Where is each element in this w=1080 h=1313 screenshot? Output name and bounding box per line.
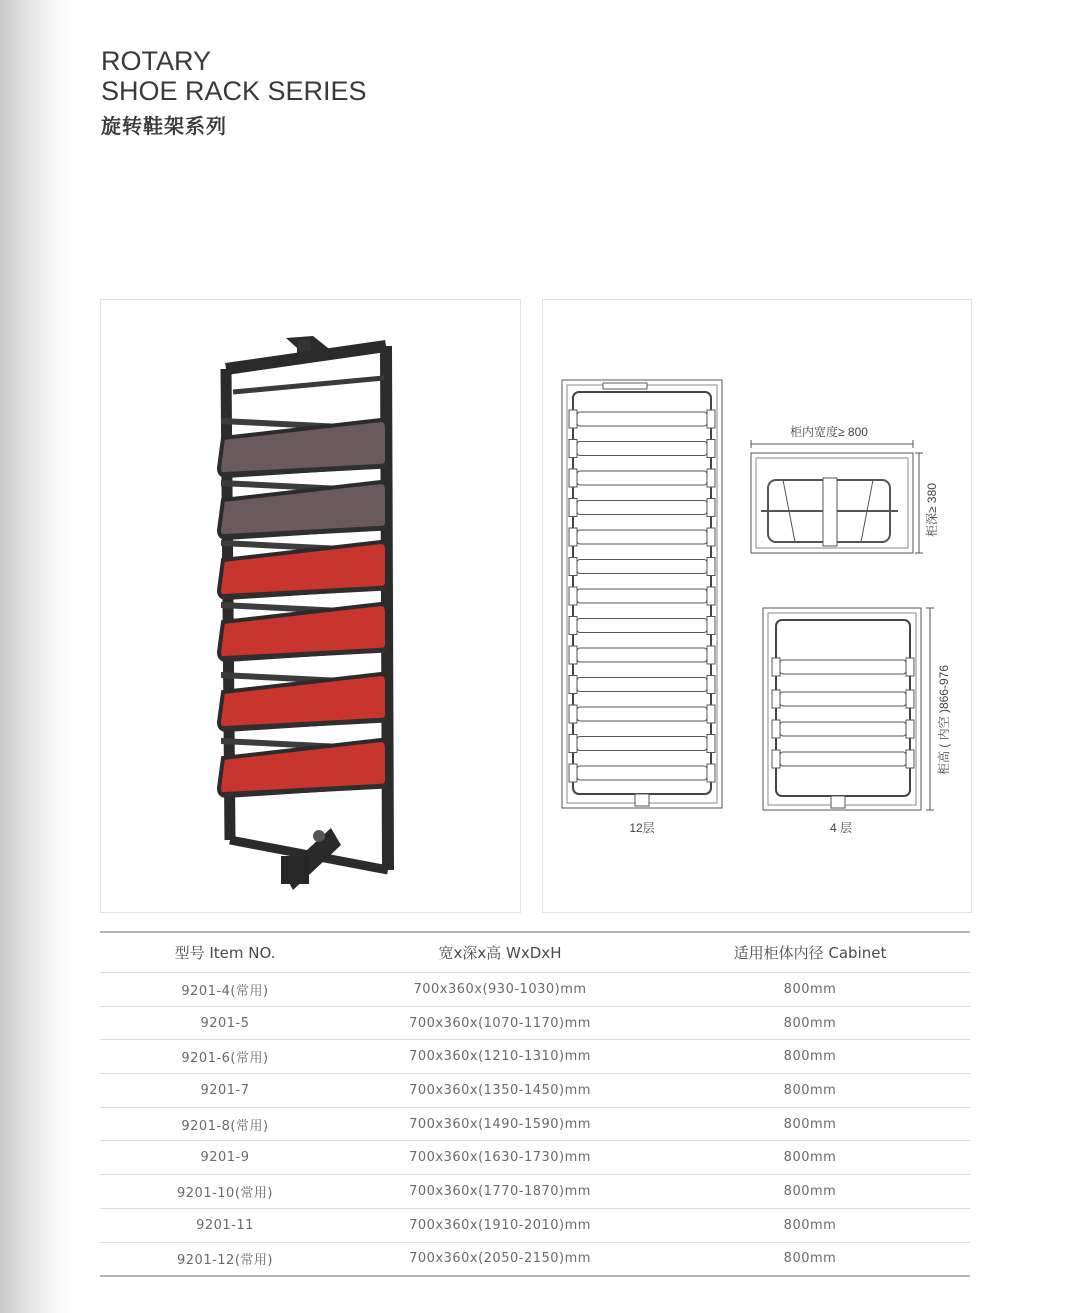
- shelf: [577, 471, 707, 485]
- rotary-shoe-rack-illustration: [101, 300, 520, 912]
- table-row: [100, 1175, 970, 1209]
- cell-cabinet: 800mm: [650, 1208, 970, 1242]
- shoe-tray: [219, 480, 387, 539]
- cell-item-no: 9201-12(常用): [177, 1253, 273, 1269]
- page-title-line-1: ROTARY: [101, 46, 212, 76]
- shelf: [577, 648, 707, 662]
- shelf: [577, 589, 707, 603]
- cell-item-no: 9201-6(常用): [100, 1040, 350, 1074]
- table-row: [100, 1107, 970, 1141]
- shelf: [577, 619, 707, 633]
- table-row: [100, 973, 970, 1007]
- table-row: [100, 1208, 970, 1242]
- cell-cabinet: 800mm: [650, 1040, 970, 1074]
- header-dimensions: 宽x深x高 WxDxH: [350, 932, 650, 973]
- shelf: [577, 707, 707, 721]
- page-title-chinese: 旋转鞋架系列: [101, 114, 227, 138]
- cell-cabinet: 800mm: [650, 973, 970, 1007]
- label-cabinet-depth: 柜深≥ 380: [925, 483, 939, 537]
- top-view: [751, 440, 923, 553]
- technical-diagram-panel: [542, 299, 972, 913]
- shoe-tray: [219, 602, 387, 661]
- table-row: [100, 1074, 970, 1108]
- shelf: [780, 692, 906, 706]
- shelf: [780, 752, 906, 766]
- shelf: [780, 722, 906, 736]
- cell-cabinet: 800mm: [650, 1141, 970, 1175]
- dimension-drawing: [543, 300, 971, 912]
- shelf: [577, 678, 707, 692]
- cell-cabinet: 800mm: [650, 1006, 970, 1040]
- shoe-tray: [219, 672, 387, 731]
- cell-dimensions: 700x360x(1350-1450)mm: [350, 1074, 650, 1108]
- product-photo-panel: [100, 299, 521, 913]
- cell-dimensions: 700x360x(1210-1310)mm: [350, 1040, 650, 1074]
- shelf: [577, 501, 707, 515]
- cell-dimensions: 700x360x(1070-1170)mm: [350, 1006, 650, 1040]
- cell-dimensions: 700x360x(930-1030)mm: [350, 973, 650, 1007]
- cell-item-no: 9201-5: [100, 1006, 350, 1040]
- cell-dimensions: 700x360x(2050-2150)mm: [409, 1251, 591, 1267]
- page-title-line-2: SHOE RACK SERIES: [101, 76, 367, 106]
- label-4-layers: 4 层: [829, 821, 853, 835]
- label-cabinet-width: 柜内宽度≥ 800: [790, 425, 868, 439]
- front-view-4-layers: [763, 608, 934, 810]
- label-cabinet-height: 柜高 ( 内空 )866-976: [937, 664, 951, 776]
- cell-cabinet: 800mm: [650, 1074, 970, 1108]
- cell-cabinet: 800mm: [650, 1175, 970, 1209]
- cell-cabinet: 800mm: [783, 1251, 837, 1267]
- cell-item-no: 9201-11: [100, 1208, 350, 1242]
- shoe-tray: [219, 418, 387, 477]
- cell-dimensions: 700x360x(1490-1590)mm: [350, 1107, 650, 1141]
- cell-item-no: 9201-7: [100, 1074, 350, 1108]
- cell-dimensions: 700x360x(1630-1730)mm: [350, 1141, 650, 1175]
- shelf: [577, 530, 707, 544]
- table-row: [100, 1242, 970, 1276]
- page-edge-shadow: [0, 0, 70, 1313]
- shelf: [577, 560, 707, 574]
- shelf: [577, 442, 707, 456]
- cell-item-no: 9201-9: [100, 1141, 350, 1175]
- cell-dimensions: 700x360x(1910-2010)mm: [350, 1208, 650, 1242]
- cell-item-no: 9201-10(常用): [100, 1175, 350, 1209]
- shelf: [780, 660, 906, 674]
- shoe-tray: [219, 540, 387, 599]
- table-header-row: [100, 932, 970, 973]
- cell-dimensions: 700x360x(1770-1870)mm: [350, 1175, 650, 1209]
- shelf: [577, 766, 707, 780]
- front-view-12-layers: [562, 380, 722, 808]
- table-row: [100, 1141, 970, 1175]
- shelf: [577, 737, 707, 751]
- cell-item-no: 9201-8(常用): [100, 1107, 350, 1141]
- cell-item-no: 9201-4(常用): [100, 973, 350, 1007]
- table-row: [100, 1040, 970, 1074]
- header-item-no: 型号 Item NO.: [100, 932, 350, 973]
- cell-cabinet: 800mm: [650, 1107, 970, 1141]
- header-cabinet: 适用柜体内径 Cabinet: [650, 932, 970, 973]
- shelf: [577, 412, 707, 426]
- shoe-tray: [219, 738, 387, 797]
- label-12-layers: 12层: [629, 821, 655, 835]
- specification-table: [100, 931, 970, 1277]
- table-row: [100, 1006, 970, 1040]
